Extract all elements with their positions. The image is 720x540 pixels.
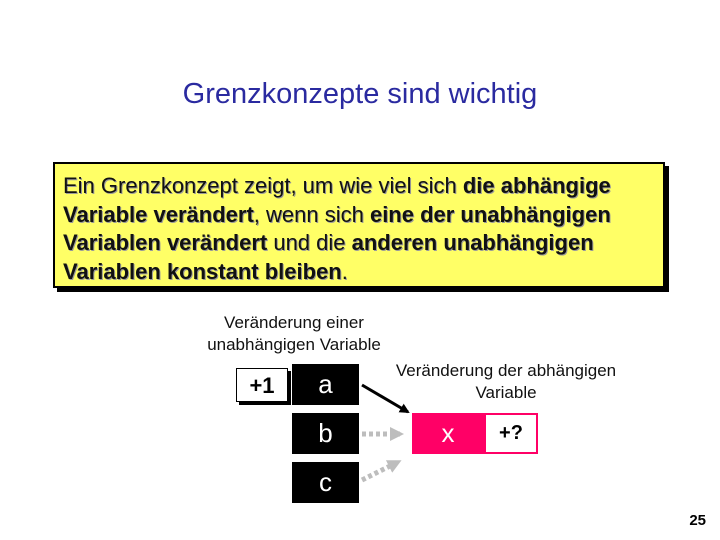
definition-bold-3: anderen unabhängigen Variablen konstant bleiben (63, 230, 594, 284)
result-box: +? (484, 413, 538, 454)
variable-b-box: b (292, 413, 359, 454)
independent-change-label: Veränderung einer unabhängigen Variable (207, 313, 381, 354)
definition-text-4: . (341, 258, 348, 284)
increment-box: +1 (236, 368, 288, 402)
page-number: 25 (689, 512, 706, 529)
variable-a-box: a (292, 364, 359, 405)
dependent-variable-box: x (412, 413, 484, 454)
definition-text-3: und die (267, 230, 352, 255)
arrow-c-to-x (362, 462, 398, 480)
definition-bold-1: die abhängige Variable verändert (63, 173, 611, 227)
definition-text-1: Ein Grenzkonzept zeigt, um wie viel sich (63, 173, 463, 198)
definition-bold-2: eine der unabhängigen Variablen verändert (63, 201, 611, 255)
page-title: Grenzkonzepte sind wichtig (182, 78, 538, 110)
definition-text-2: , wenn sich (253, 201, 370, 227)
variable-c-box: c (292, 462, 359, 503)
arrow-a-to-x (362, 385, 408, 412)
dependent-change-label: Veränderung der abhängigen Variable (395, 361, 617, 402)
